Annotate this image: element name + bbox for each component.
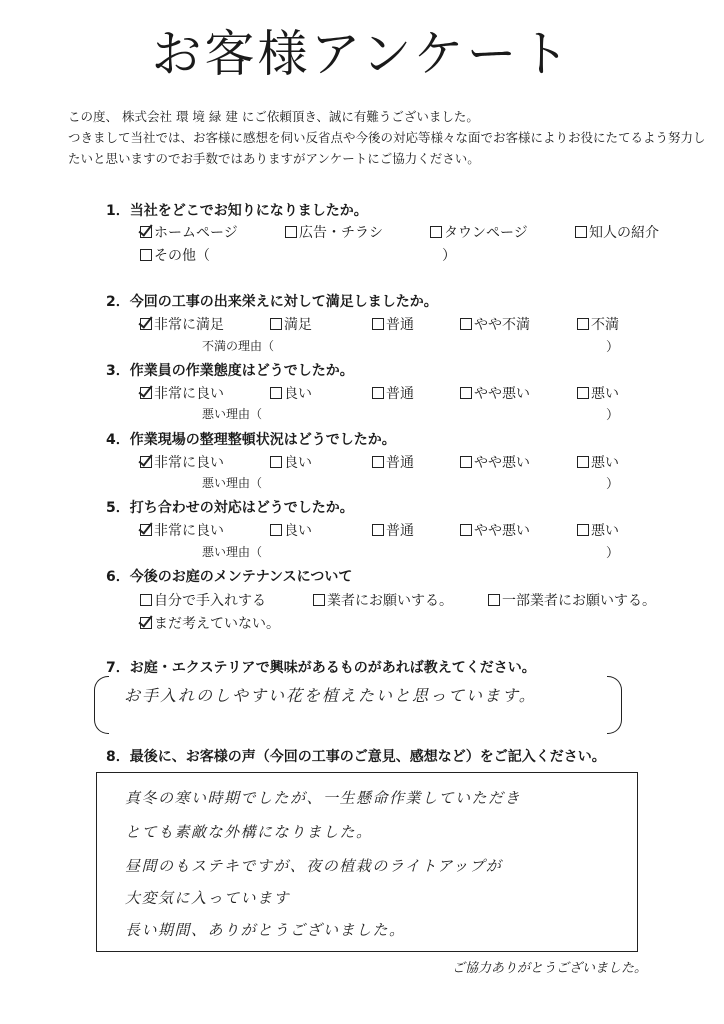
q1-option-townpage[interactable]: タウンページ [430, 222, 528, 242]
q2-reason-label: 不満の理由（ [202, 339, 275, 353]
question-2: 2．今回の工事の出来栄えに対して満足しましたか。 [106, 294, 438, 310]
checkbox[interactable] [270, 318, 282, 330]
q4-reason-label: 悪い理由（ [202, 476, 263, 490]
checkbox[interactable] [430, 226, 442, 238]
checkbox-checked[interactable] [140, 318, 152, 330]
checkbox-checked[interactable] [140, 456, 152, 468]
q3-option-bad[interactable]: 悪い [577, 383, 619, 403]
checkbox[interactable] [372, 387, 384, 399]
q2-option-somewhat-dissatisfied[interactable]: やや不満 [460, 314, 530, 334]
q5-option-good[interactable]: 良い [270, 520, 312, 540]
q3-reason-label: 悪い理由（ [202, 407, 263, 421]
checkbox[interactable] [577, 524, 589, 536]
checkbox[interactable] [460, 387, 472, 399]
question-4: 4．作業現場の整理整頓状況はどうでしたか。 [106, 432, 396, 448]
q6-option-contractor[interactable]: 業者にお願いする。 [313, 590, 453, 610]
q3-option-normal[interactable]: 普通 [372, 383, 414, 403]
q4-option-bad[interactable]: 悪い [577, 452, 619, 472]
checkbox-checked[interactable] [140, 226, 152, 238]
question-7: 7．お庭・エクステリアで興味があるものがあれば教えてください。 [106, 660, 536, 676]
q3-option-somewhat-bad[interactable]: やや悪い [460, 383, 530, 403]
q6-option-self[interactable]: 自分で手入れする [140, 590, 266, 610]
checkbox[interactable] [577, 318, 589, 330]
checkbox[interactable] [285, 226, 297, 238]
checkbox[interactable] [575, 226, 587, 238]
checkbox-checked[interactable] [140, 387, 152, 399]
q5-option-very-good[interactable]: 非常に良い [140, 520, 224, 540]
checkbox-checked[interactable] [140, 617, 152, 629]
question-1: 1．当社をどこでお知りになりましたか。 [106, 203, 368, 219]
intro-line: この度、 株式会社 環 境 緑 建 にご依頼頂き、誠に有難うございました。 [68, 109, 479, 124]
intro-line: たいと思いますのでお手数ではありますがアンケートにご協力ください。 [68, 151, 480, 166]
checkbox[interactable] [270, 387, 282, 399]
q5-reason-label: 悪い理由（ [202, 545, 263, 559]
checkbox[interactable] [372, 318, 384, 330]
left-bracket [94, 676, 109, 734]
q2-option-very-satisfied[interactable]: 非常に満足 [140, 314, 224, 334]
q8-answer-line: 長い期間、ありがとうございました。 [125, 921, 406, 939]
q3-option-good[interactable]: 良い [270, 383, 312, 403]
checkbox[interactable] [460, 456, 472, 468]
question-5: 5．打ち合わせの対応はどうでしたか。 [106, 500, 354, 516]
q4-option-very-good[interactable]: 非常に良い [140, 452, 224, 472]
checkbox[interactable] [270, 456, 282, 468]
q1-option-other[interactable]: その他（ [140, 245, 210, 265]
checkbox[interactable] [372, 524, 384, 536]
q8-answer-line: とても素敵な外構になりました。 [125, 823, 373, 841]
q4-option-somewhat-bad[interactable]: やや悪い [460, 452, 530, 472]
checkbox[interactable] [577, 456, 589, 468]
checkbox[interactable] [488, 594, 500, 606]
right-bracket [607, 676, 622, 734]
q5-reason-close: ） [606, 546, 620, 561]
q7-handwritten-answer: お手入れのしやすい花を植えたいと思っています。 [124, 686, 537, 705]
intro-text [68, 106, 706, 169]
q4-option-normal[interactable]: 普通 [372, 452, 414, 472]
page-title: お客様アンケート [151, 25, 573, 83]
q5-option-bad[interactable]: 悪い [577, 520, 619, 540]
q2-reason-close: ） [606, 340, 620, 355]
intro-line: つきまして当社では、お客様に感想を伺い反省点や今後の対応等様々な面でお客様によりお役にたてるよう努力し [68, 130, 706, 145]
checkbox[interactable] [313, 594, 325, 606]
q5-option-somewhat-bad[interactable]: やや悪い [460, 520, 530, 540]
q1-option-homepage[interactable]: ホームページ [140, 222, 238, 242]
question-8: 8．最後に、お客様の声（今回の工事のご意見、感想など）をご記入ください。 [106, 749, 606, 765]
question-3: 3．作業員の作業態度はどうでしたか。 [106, 363, 354, 379]
q2-option-satisfied[interactable]: 満足 [270, 314, 312, 334]
q8-answer-line: 真冬の寒い時期でしたが、一生懸命作業していただき [125, 789, 522, 807]
q6-option-undecided[interactable]: まだ考えていない。 [140, 613, 280, 633]
question-6: 6．今後のお庭のメンテナンスについて [106, 569, 353, 585]
checkbox[interactable] [140, 594, 152, 606]
q3-option-very-good[interactable]: 非常に良い [140, 383, 224, 403]
closing-thanks: ご協力ありがとうございました。 [452, 961, 648, 976]
q1-other-close: ） [442, 248, 456, 264]
checkbox[interactable] [270, 524, 282, 536]
q6-option-partial-contractor[interactable]: 一部業者にお願いする。 [488, 590, 656, 610]
checkbox[interactable] [460, 524, 472, 536]
q1-option-ad[interactable]: 広告・チラシ [285, 222, 383, 242]
q2-option-normal[interactable]: 普通 [372, 314, 414, 334]
q5-option-normal[interactable]: 普通 [372, 520, 414, 540]
checkbox[interactable] [460, 318, 472, 330]
q4-reason-close: ） [606, 477, 620, 492]
q3-reason-close: ） [606, 408, 620, 423]
q4-option-good[interactable]: 良い [270, 452, 312, 472]
q8-answer-line: 昼間のもステキですが、夜の植栽のライトアップが [125, 857, 503, 875]
checkbox[interactable] [372, 456, 384, 468]
checkbox[interactable] [140, 249, 152, 261]
q1-option-acquaintance[interactable]: 知人の紹介 [575, 222, 659, 242]
q2-option-dissatisfied[interactable]: 不満 [577, 314, 619, 334]
checkbox[interactable] [577, 387, 589, 399]
q8-answer-line: 大変気に入っています [125, 889, 291, 907]
checkbox-checked[interactable] [140, 524, 152, 536]
q8-answer-box[interactable] [96, 772, 638, 952]
